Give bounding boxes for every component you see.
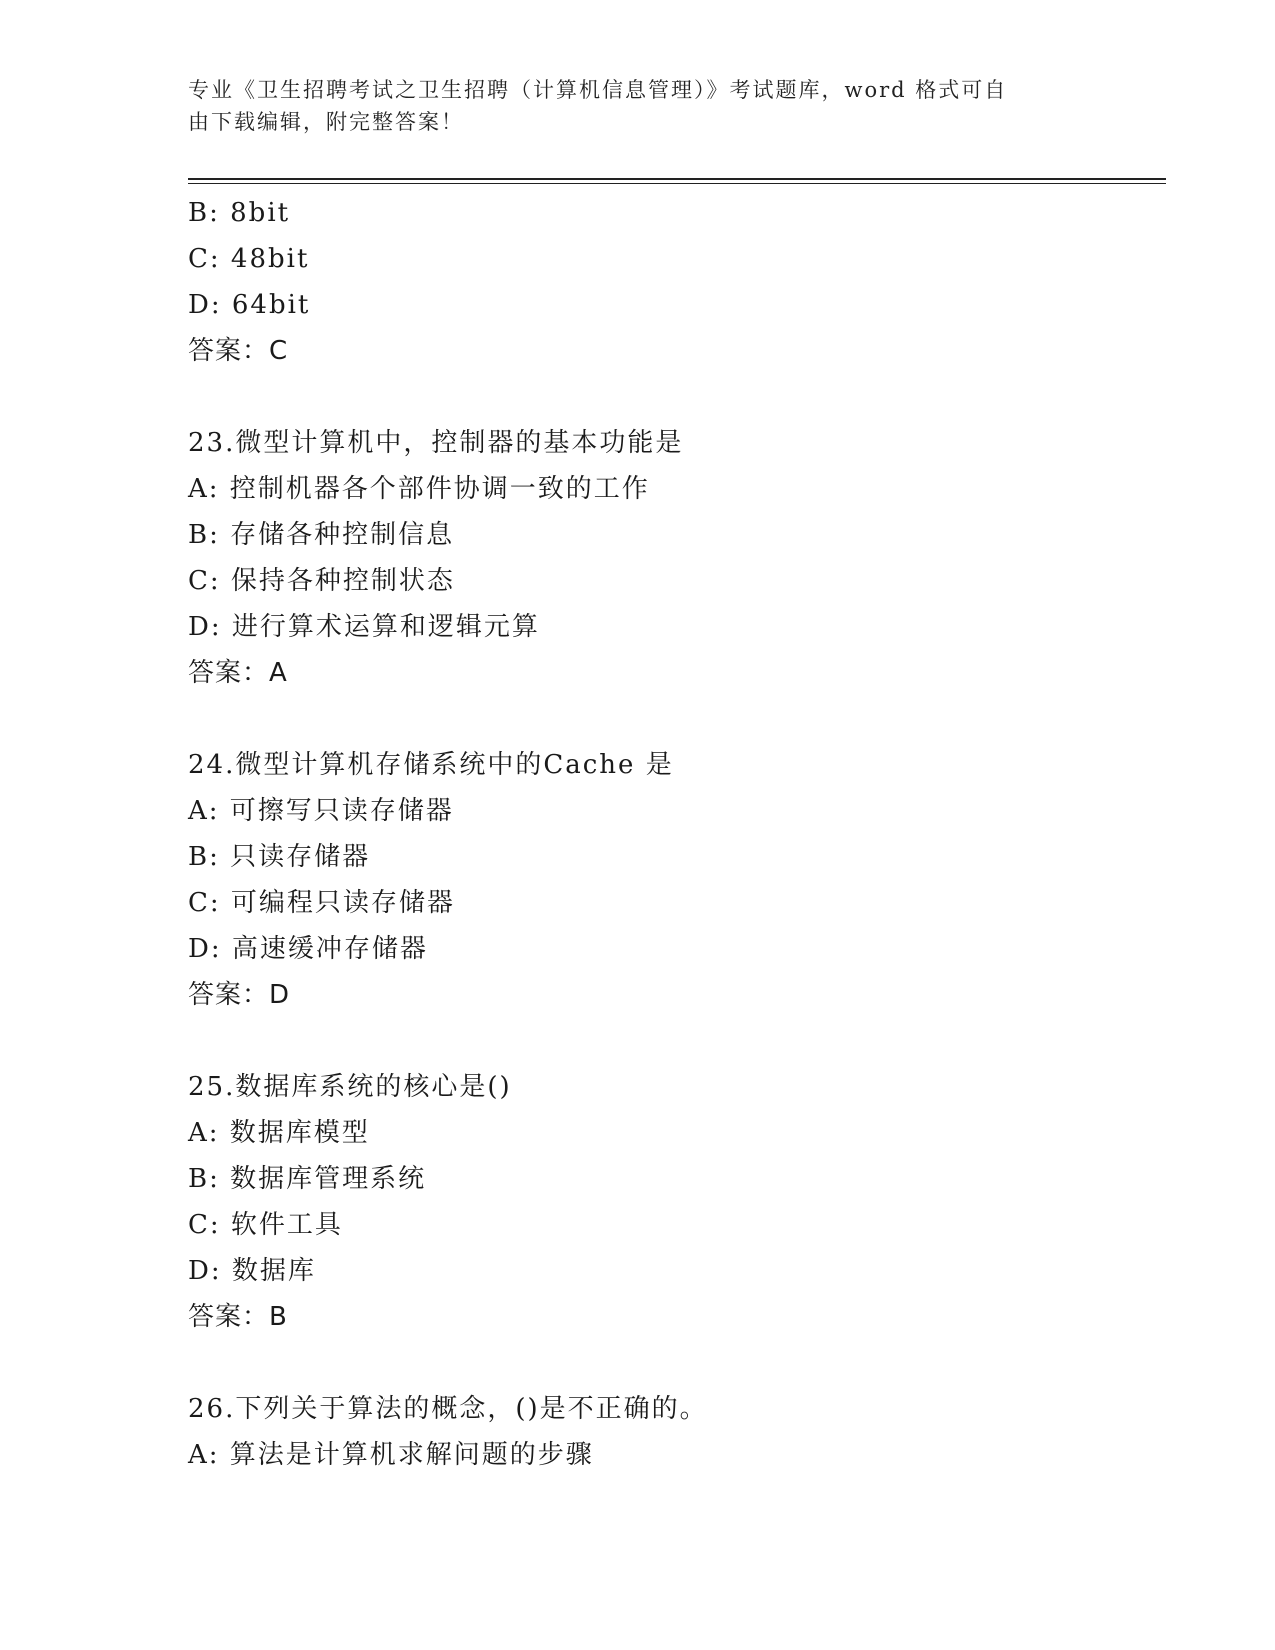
option-b: B: 只读存储器 [188, 842, 371, 872]
answer-line: 答案：A [188, 658, 288, 688]
question-text: 24.微型计算机存储系统中的Cache 是 [188, 750, 674, 780]
option-b: B: 存储各种控制信息 [188, 520, 455, 550]
option-d: D: 进行算术运算和逻辑元算 [188, 612, 540, 642]
option-c: C: 可编程只读存储器 [188, 888, 455, 918]
question-text: 23.微型计算机中，控制器的基本功能是 [188, 428, 684, 458]
question-24 [188, 742, 1168, 1018]
option-d: D: 64bit [188, 290, 311, 320]
question-23 [188, 420, 1168, 696]
answer-line: 答案：B [188, 1302, 288, 1332]
header-line-2: 由下载编辑，附完整答案！ [188, 110, 464, 134]
option-c: C: 保持各种控制状态 [188, 566, 455, 596]
spacer [188, 696, 1168, 742]
question-text: 25.数据库系统的核心是() [188, 1072, 512, 1102]
header-divider-thin [188, 183, 1166, 184]
option-d: D: 高速缓冲存储器 [188, 934, 428, 964]
header-divider-thick [188, 178, 1166, 180]
answer-line: 答案：D [188, 980, 291, 1010]
option-b: B: 8bit [188, 198, 291, 228]
question-25 [188, 1064, 1168, 1340]
question-text: 26.下列关于算法的概念，()是不正确的。 [188, 1394, 708, 1424]
option-b: B: 数据库管理系统 [188, 1164, 427, 1194]
option-d: D: 数据库 [188, 1256, 316, 1286]
option-c: C: 48bit [188, 244, 310, 274]
option-a: A: 数据库模型 [188, 1118, 370, 1148]
option-a: A: 控制机器各个部件协调一致的工作 [188, 474, 650, 504]
question-26 [188, 1386, 1168, 1478]
question-22-continued [188, 190, 1168, 374]
spacer [188, 1018, 1168, 1064]
spacer [188, 1340, 1168, 1386]
document-header [188, 74, 1088, 138]
option-c: C: 软件工具 [188, 1210, 343, 1240]
question-content [188, 190, 1168, 1478]
option-a: A: 可擦写只读存储器 [188, 796, 454, 826]
answer-line: 答案：C [188, 336, 289, 366]
spacer [188, 374, 1168, 420]
option-a: A: 算法是计算机求解问题的步骤 [188, 1440, 594, 1470]
header-line-1: 专业《卫生招聘考试之卫生招聘（计算机信息管理）》考试题库，word 格式可自 [188, 78, 1008, 102]
